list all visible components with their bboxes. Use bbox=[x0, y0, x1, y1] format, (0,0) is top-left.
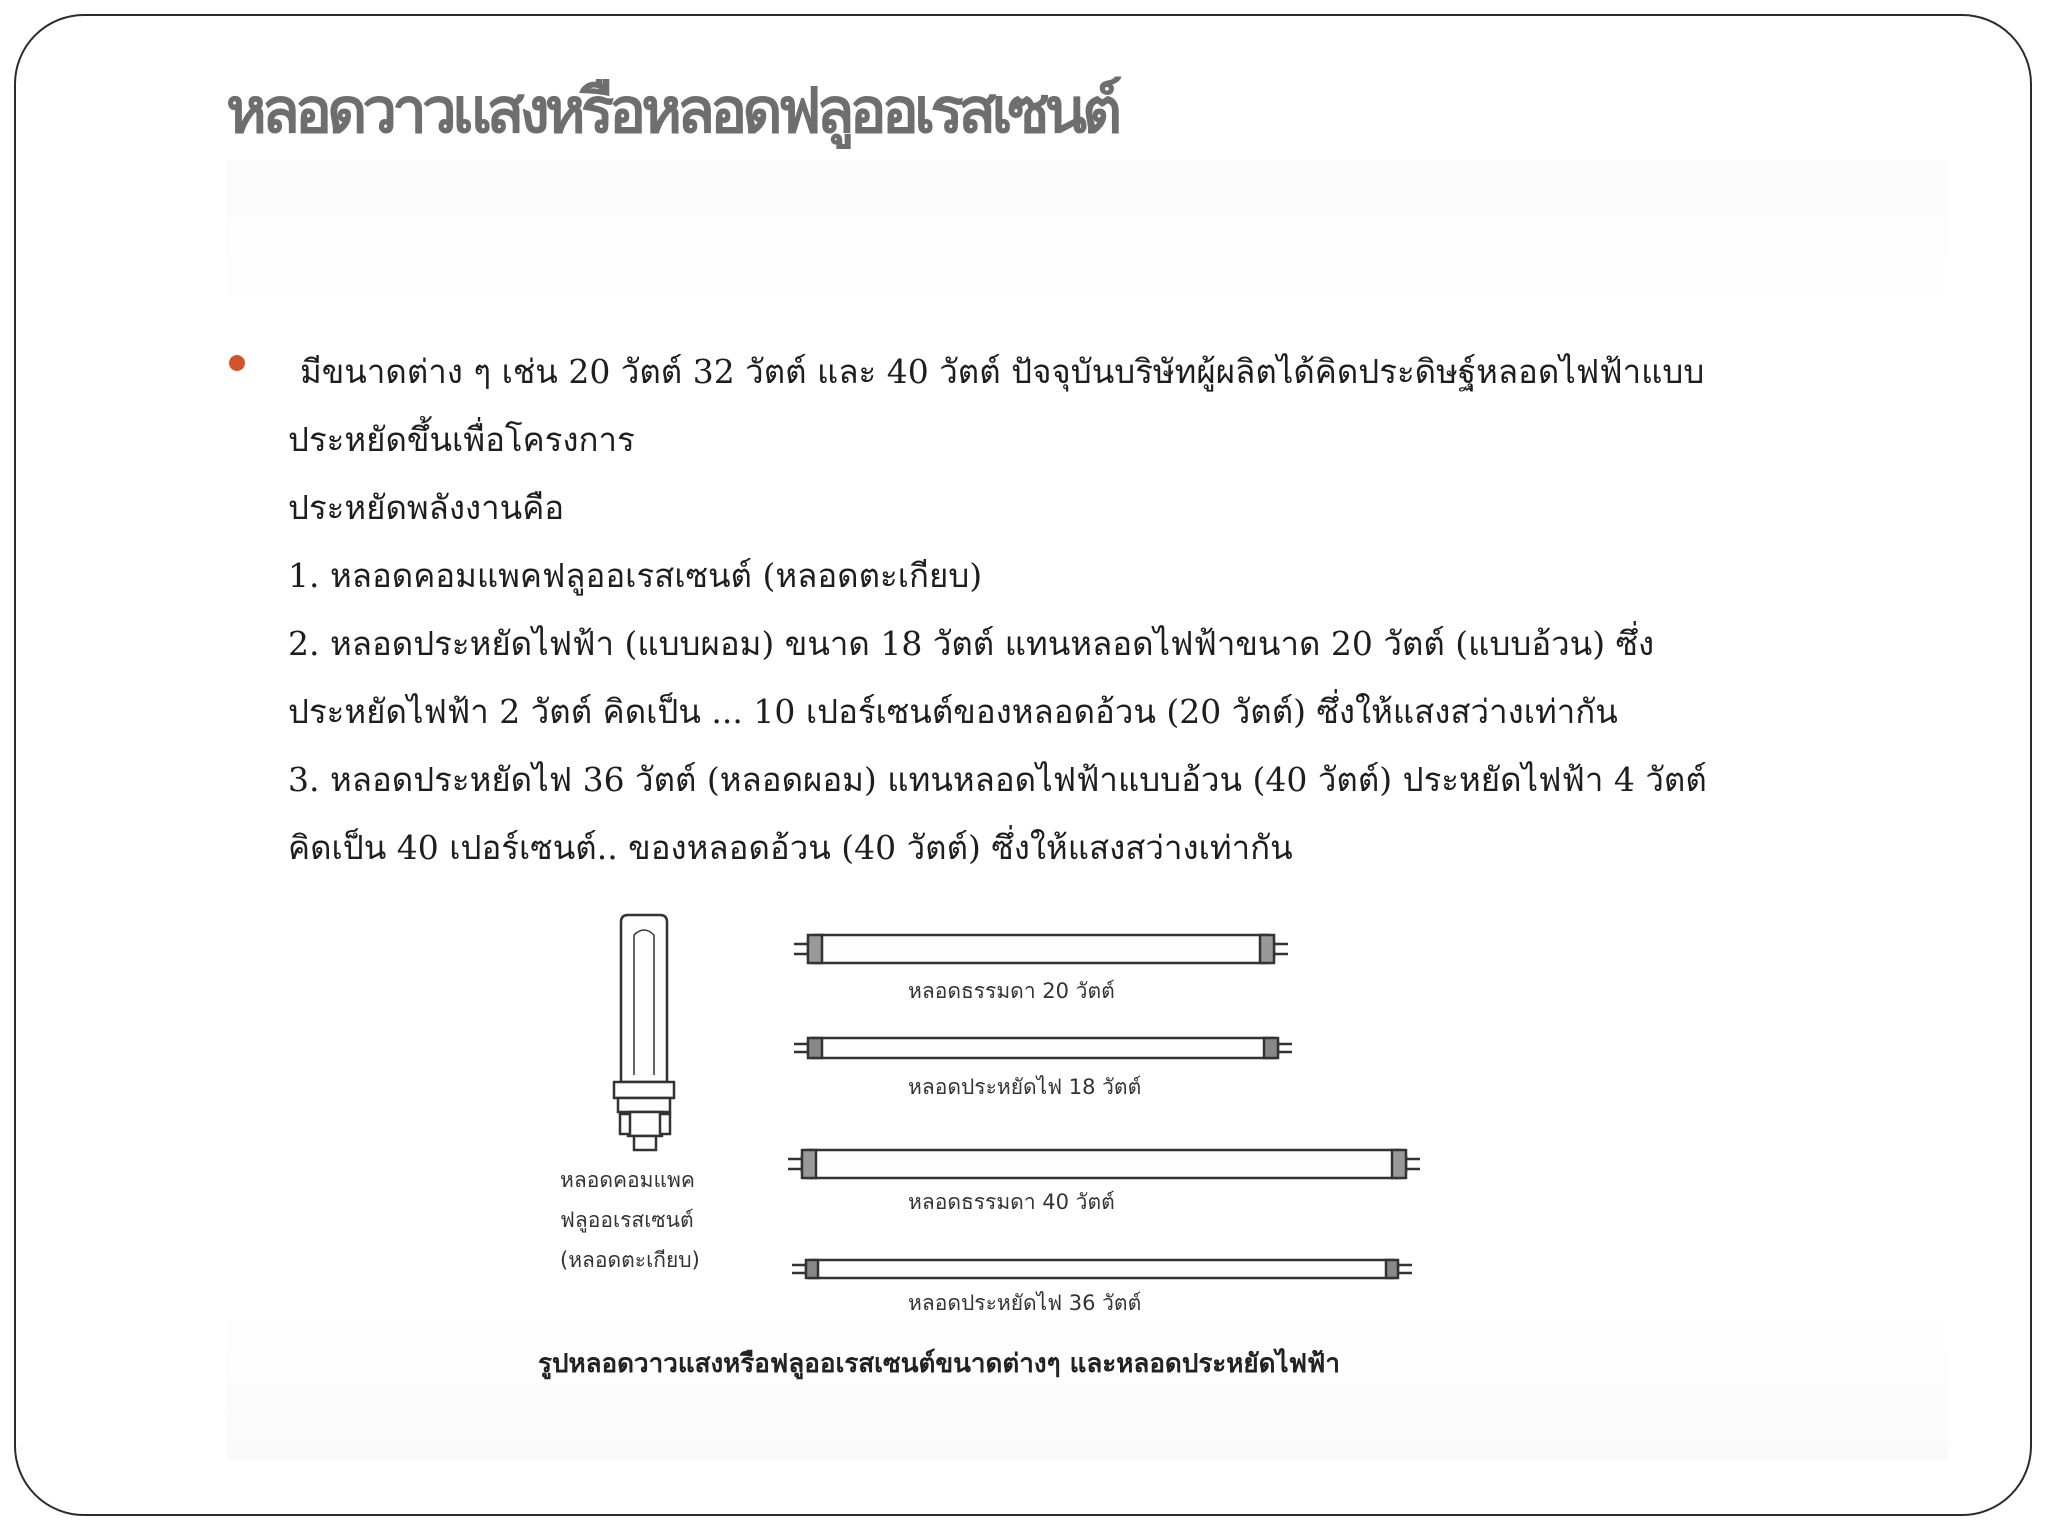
tube-40w-label: หลอดธรรมดา 40 วัตต์ bbox=[908, 1190, 1115, 1214]
bullet-body bbox=[288, 338, 1948, 882]
tube-20w-label: หลอดธรรมดา 20 วัตต์ bbox=[908, 979, 1115, 1003]
figure-caption: รูปหลอดวาวแสงหรือฟลูออเรสเซนต์ขนาดต่างๆ และหลอดประหยัดไฟฟ้า bbox=[538, 1349, 1341, 1379]
body-line-4: 1. หลอดคอมแพคฟลูออเรสเซนต์ (หลอดตะเกียบ) bbox=[288, 556, 983, 595]
body-line-2: ประหยัดขึ้นเพื่อโครงการ bbox=[288, 420, 635, 459]
compact-lamp-label-line-3: (หลอดตะเกียบ) bbox=[560, 1248, 700, 1272]
compact-lamp-label-line-2: ฟลูออเรสเซนต์ bbox=[560, 1208, 694, 1232]
slide-title: หลอดวาวแสงหรือหลอดฟลูออเรสเซนต์ bbox=[226, 74, 1118, 147]
body-line-3: ประหยัดพลังงานคือ bbox=[288, 488, 565, 527]
body-line-7: 3. หลอดประหยัดไฟ 36 วัตต์ (หลอดผอม) แทนหลอดไฟฟ้าแบบอ้วน (40 วัตต์) ประหยัดไฟฟ้า 4 วัตต์ bbox=[288, 760, 1707, 799]
compact-lamp-label-line-1: หลอดคอมแพค bbox=[560, 1168, 695, 1192]
tube-18w-label: หลอดประหยัดไฟ 18 วัตต์ bbox=[908, 1075, 1142, 1099]
body-line-8: คิดเป็น 40 เปอร์เซนต์.. ของหลอดอ้วน (40 วัตต์) ซึ่งให้แสงสว่างเท่ากัน bbox=[288, 828, 1293, 867]
tube-36w-label: หลอดประหยัดไฟ 36 วัตต์ bbox=[908, 1291, 1142, 1315]
body-line-6: ประหยัดไฟฟ้า 2 วัตต์ คิดเป็น ... 10 เปอร์เซนต์ของหลอดอ้วน (20 วัตต์) ซึ่งให้แสงสว่างเท่ากัน bbox=[288, 692, 1618, 731]
compact-lamp-label bbox=[560, 1160, 700, 1280]
body-line-5: 2. หลอดประหยัดไฟฟ้า (แบบผอม) ขนาด 18 วัตต์ แทนหลอดไฟฟ้าขนาด 20 วัตต์ (แบบอ้วน) ซึ่ง bbox=[288, 624, 1655, 663]
body-line-1: มีขนาดต่าง ๆ เช่น 20 วัตต์ 32 วัตต์ และ 40 วัตต์ ปัจจุบันบริษัทผู้ผลิตได้คิดประดิษฐ์หลอดไฟฟ้าแบบ bbox=[300, 352, 1705, 391]
bullet-dot bbox=[229, 355, 245, 371]
